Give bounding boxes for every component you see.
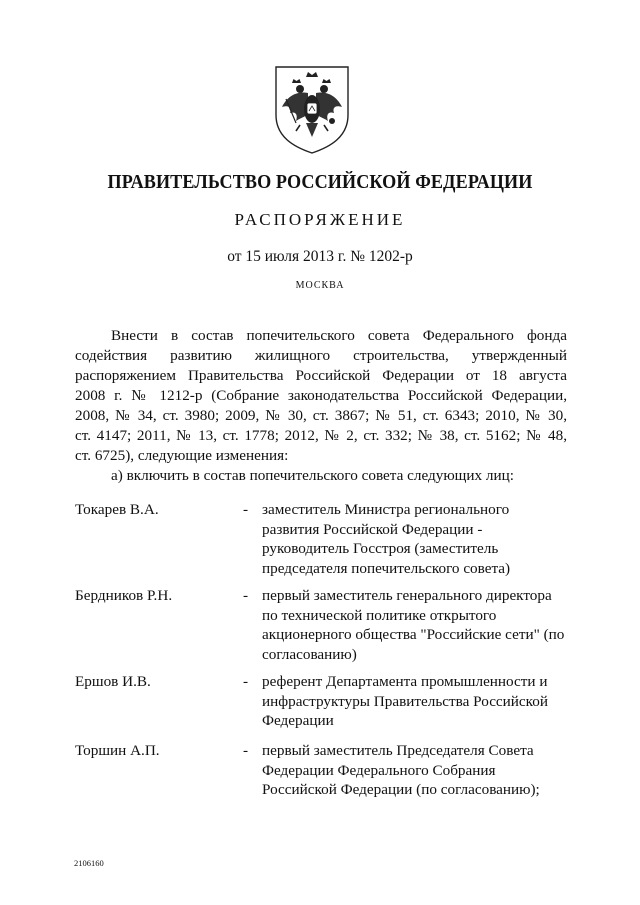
paragraph-line: ст. 6725), следующие изменения: — [75, 447, 289, 464]
member-description — [262, 586, 582, 664]
main-paragraph — [75, 326, 567, 486]
description-line: первый заместитель генерального директора — [262, 587, 552, 604]
member-name: Бердников Р.Н. — [75, 587, 173, 604]
paragraph-line: 2008 г. № 1212-р (Собрание законодательства Российской Федерации, — [75, 387, 567, 404]
member-name: Ершов И.В. — [75, 673, 151, 690]
paragraph-line: 2008, № 34, ст. 3980; 2009, № 30, ст. 3867; № 51, ст. 6343; 2010, № 30, — [75, 407, 567, 424]
member-description — [262, 741, 582, 800]
document-date-number: от 15 июля 2013 г. № 1202-р — [227, 248, 413, 265]
description-line: первый заместитель Председателя Совета — [262, 742, 534, 759]
document-code: 2106160 — [74, 858, 104, 868]
member-name: Торшин А.П. — [75, 742, 160, 759]
member-dash: - — [243, 673, 249, 690]
member-name: Токарев В.А. — [75, 501, 159, 518]
city-name: МОСКВА — [295, 280, 345, 291]
description-line: по технической политике открытого — [262, 606, 497, 624]
description-line: заместитель Министра регионального — [262, 501, 510, 518]
description-line: акционерного общества "Российские сети" (по — [262, 626, 565, 643]
description-line: председателя попечительского совета) — [262, 559, 511, 577]
description-line: инфраструктуры Правительства Российской — [262, 692, 549, 710]
paragraph-line: ст. 4147; 2011, № 13, ст. 1778; 2012, № 2, ст. 332; № 38, ст. 5162; № 48, — [75, 427, 567, 444]
description-line: Российской Федерации (по согласованию); — [262, 781, 540, 798]
member-dash: - — [243, 587, 249, 604]
description-line: развития Российской Федерации - — [262, 520, 483, 538]
document-type: РАСПОРЯЖЕНИЕ — [234, 210, 406, 229]
paragraph-line: содействия развитию жилищного строительства, утвержденный — [75, 347, 567, 364]
description-line: референт Департамента промышленности и — [262, 673, 548, 690]
description-line: Федерации Федерального Собрания — [262, 761, 496, 779]
subitem-a: а) включить в состав попечительского совета следующих лиц: — [111, 467, 514, 484]
member-dash: - — [243, 742, 249, 759]
description-line: согласованию) — [262, 645, 357, 663]
member-dash: - — [243, 501, 249, 518]
coat-of-arms-icon — [270, 63, 354, 155]
government-title: ПРАВИТЕЛЬСТВО РОССИЙСКОЙ ФЕДЕРАЦИИ — [107, 172, 533, 193]
description-line: Федерации — [262, 712, 334, 729]
paragraph-line: Внести в состав попечительского совета Федерального фонда — [111, 327, 567, 344]
member-description — [262, 500, 582, 578]
description-line: руководитель Госстроя (заместитель — [262, 540, 499, 557]
member-description — [262, 672, 582, 731]
paragraph-line: распоряжением Правительства Российской Федерации от 18 августа — [75, 367, 567, 384]
